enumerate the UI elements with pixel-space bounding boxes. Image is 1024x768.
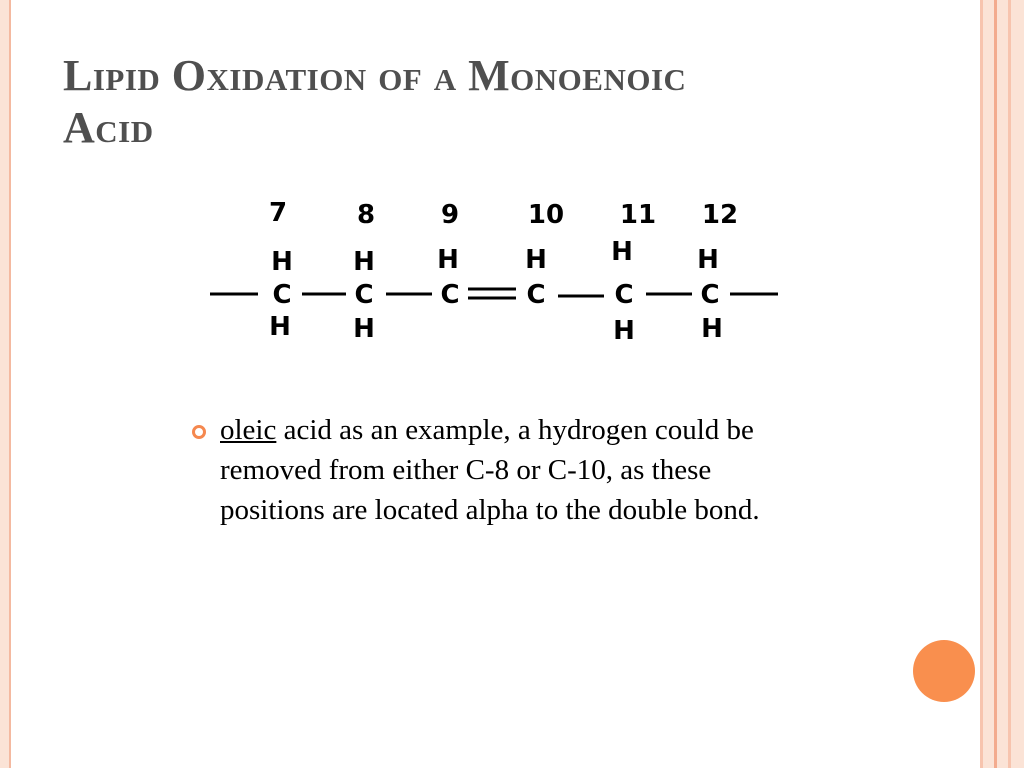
- bullet-text-line-1: acid as an example, a hydrogen could be: [276, 414, 754, 446]
- hydrogen-bottom-c11: H: [613, 316, 635, 346]
- carbon-c11: C: [614, 280, 634, 310]
- position-label-10: 10: [527, 200, 565, 230]
- carbon-c7: C: [272, 280, 292, 310]
- bullet-item: [190, 410, 970, 530]
- position-label-9: 9: [440, 200, 460, 230]
- bullet-list: [190, 410, 970, 530]
- hydrogen-top-c10: H: [525, 245, 547, 275]
- slide-title-line-1: Lipid Oxidation of a Monoenoic: [63, 51, 687, 100]
- bullet-text-line-3: positions are located alpha to the double bond.: [220, 494, 760, 526]
- hydrogen-top-c8: H: [353, 247, 375, 277]
- underlined-term: oleic: [220, 414, 277, 446]
- position-label-11: 11: [619, 200, 657, 230]
- hydrogen-top-c11: H: [611, 237, 633, 267]
- position-label-8: 8: [356, 200, 376, 230]
- hydrogen-top-c7: H: [271, 247, 293, 277]
- carbon-c12: C: [700, 280, 720, 310]
- bullet-text-line-2: removed from either C-8 or C-10, as these: [220, 454, 712, 486]
- hydrogen-bottom-c7: H: [269, 312, 291, 342]
- left-frame-stripe: [0, 0, 11, 768]
- position-label-7: 7: [268, 198, 288, 228]
- oleic-acid-structure: [200, 190, 790, 350]
- bullet-circle-icon: [192, 425, 206, 439]
- hydrogen-top-c9: H: [437, 245, 459, 275]
- hydrogen-bottom-c12: H: [701, 314, 723, 344]
- position-label-12: 12: [701, 200, 739, 230]
- carbon-c10: C: [526, 280, 546, 310]
- hydrogen-top-c12: H: [697, 245, 719, 275]
- hydrogen-bottom-c8: H: [353, 314, 375, 344]
- slide-title: [63, 50, 943, 154]
- decorative-orange-circle: [913, 640, 975, 702]
- carbon-c9: C: [440, 280, 460, 310]
- right-frame-stripes: [978, 0, 1024, 768]
- slide-title-line-2: Acid: [63, 103, 154, 152]
- carbon-c8: C: [354, 280, 374, 310]
